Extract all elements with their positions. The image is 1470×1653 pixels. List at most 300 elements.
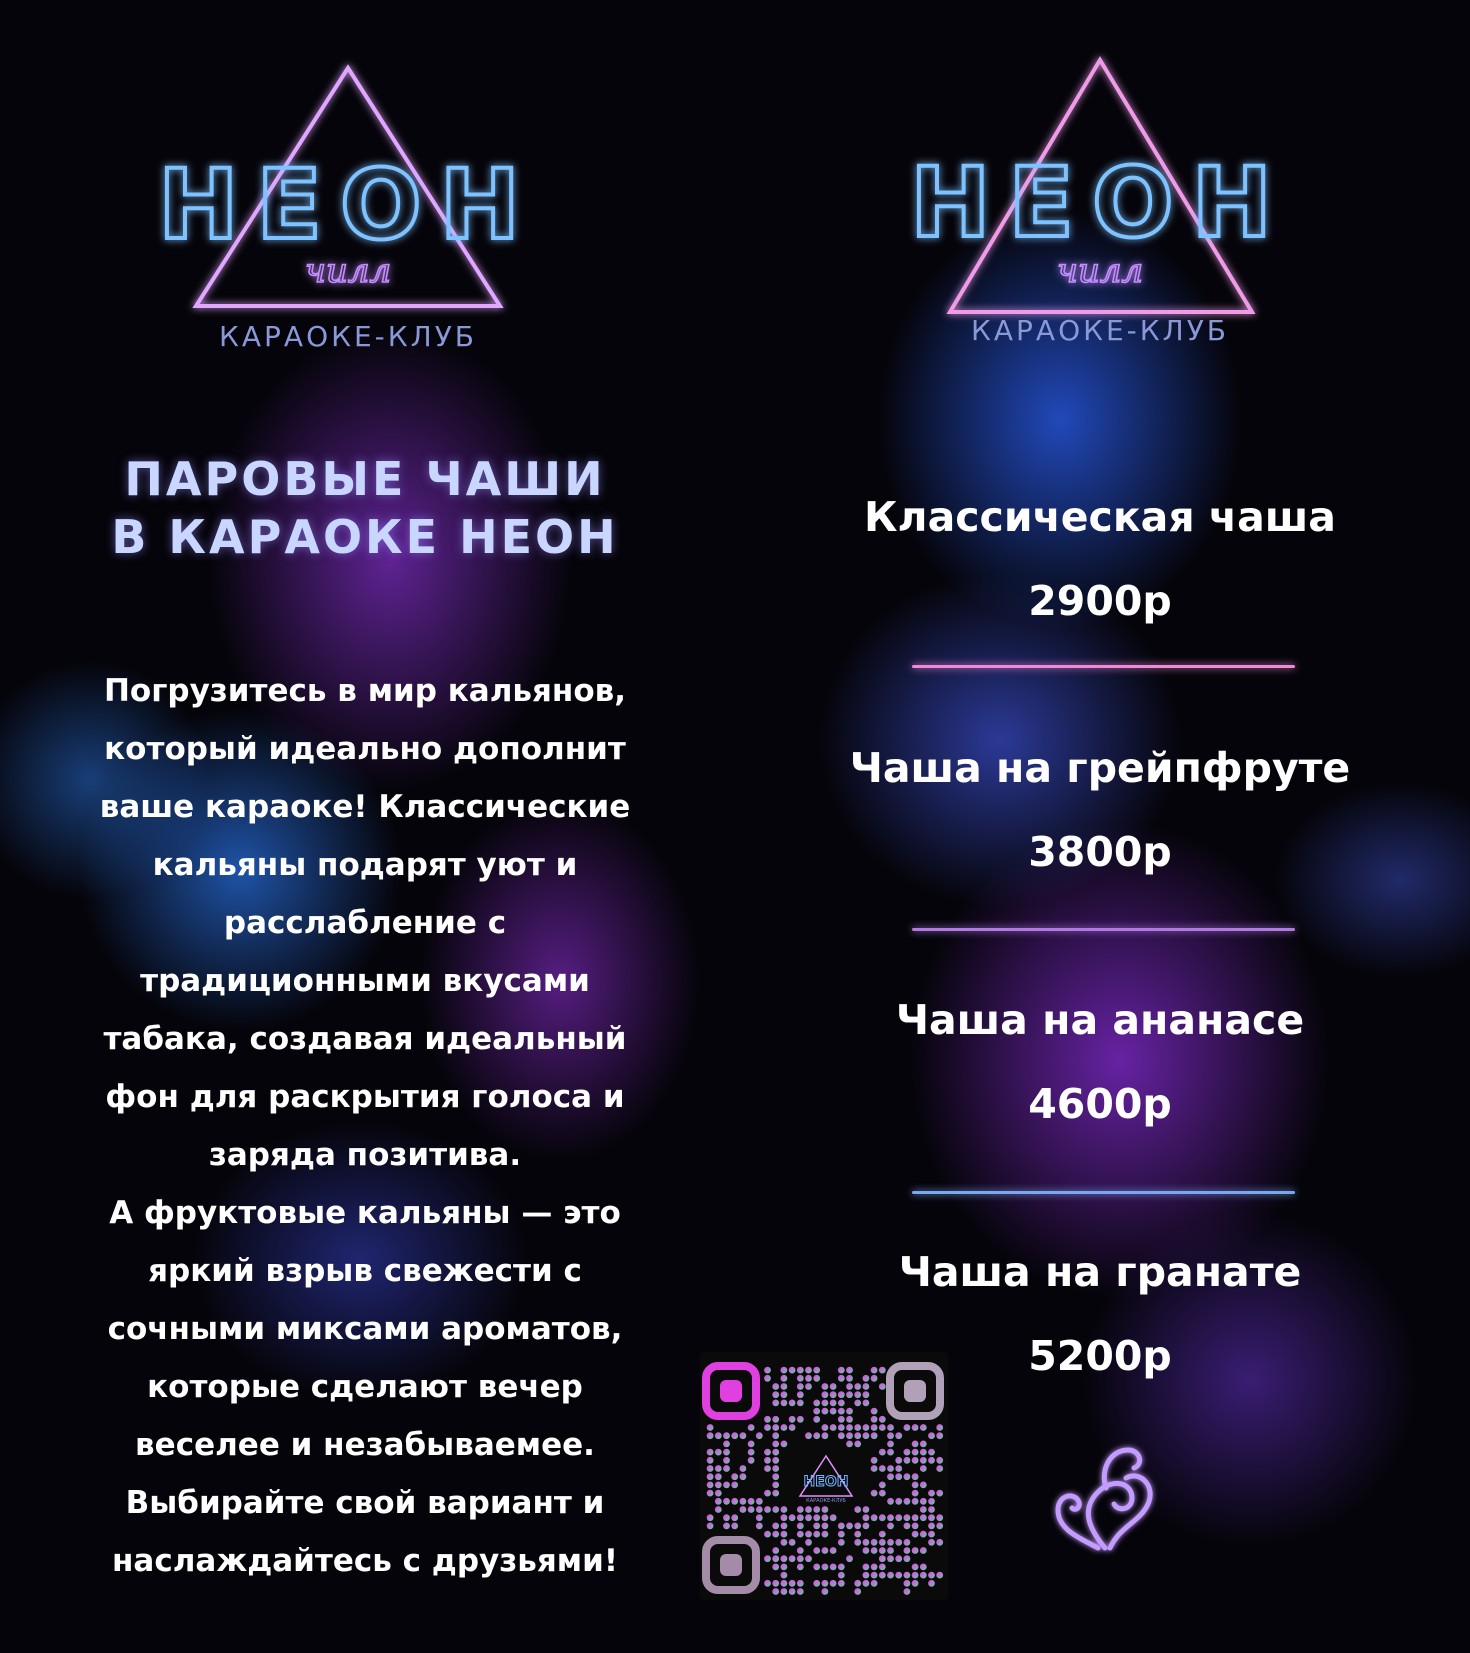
qr-dot [904, 1449, 911, 1456]
qr-dot [707, 1523, 714, 1530]
qr-dot [838, 1531, 845, 1538]
menu-item-name: Чаша на гранате [898, 1248, 1302, 1296]
qr-dot [904, 1547, 911, 1554]
menu-item-price: 2900р [1028, 577, 1172, 625]
qr-dot [813, 1416, 820, 1423]
qr-dot [772, 1416, 779, 1423]
qr-dot [781, 1555, 788, 1562]
qr-dot [707, 1482, 714, 1489]
qr-dot [846, 1523, 853, 1530]
qr-dot [928, 1432, 935, 1439]
qr-dot [928, 1498, 935, 1505]
qr-finder-bottom-left [706, 1540, 756, 1590]
qr-dot [912, 1572, 919, 1579]
description-line: наслаждайтесь с друзьями! [112, 1543, 618, 1579]
qr-dot [854, 1424, 861, 1431]
qr-dot [772, 1547, 779, 1554]
qr-dot [912, 1580, 919, 1587]
qr-dot [887, 1523, 894, 1530]
qr-dot [920, 1449, 927, 1456]
qr-dot [920, 1498, 927, 1505]
description-line: Погрузитесь в мир кальянов, [103, 673, 627, 709]
qr-dot [707, 1465, 714, 1472]
qr-dot [887, 1432, 894, 1439]
qr-dot [863, 1506, 870, 1513]
qr-dot [723, 1523, 730, 1530]
qr-dot [822, 1564, 829, 1571]
qr-dot [772, 1588, 779, 1595]
qr-dot [764, 1580, 771, 1587]
qr-code[interactable] [700, 1352, 948, 1600]
qr-dot [920, 1531, 927, 1538]
qr-dot [912, 1449, 919, 1456]
qr-dot [936, 1539, 943, 1546]
qr-dot [748, 1506, 755, 1513]
qr-dot [813, 1375, 820, 1382]
qr-dot [936, 1514, 943, 1521]
qr-dot [813, 1523, 820, 1530]
qr-dot [748, 1424, 755, 1431]
qr-dot [781, 1383, 788, 1390]
qr-dot [863, 1580, 870, 1587]
description-line: традиционными вкусами [140, 963, 590, 999]
qr-dot [879, 1367, 886, 1374]
qr-dot [781, 1531, 788, 1538]
qr-dot [838, 1408, 845, 1415]
qr-dot [822, 1547, 829, 1554]
qr-dot [879, 1449, 886, 1456]
qr-dot [772, 1424, 779, 1431]
qr-dot [822, 1391, 829, 1398]
description-line: А фруктовые кальяны — это [109, 1195, 621, 1231]
qr-dot [846, 1383, 853, 1390]
qr-dot [707, 1432, 714, 1439]
qr-dot [781, 1424, 788, 1431]
qr-dot [797, 1580, 804, 1587]
qr-dot [936, 1457, 943, 1464]
qr-dot [707, 1490, 714, 1497]
qr-dot [928, 1457, 935, 1464]
qr-dot [895, 1465, 902, 1472]
qr-dot [772, 1383, 779, 1390]
qr-dot [781, 1441, 788, 1448]
qr-dot [764, 1555, 771, 1562]
qr-dot [805, 1514, 812, 1521]
qr-dot [813, 1547, 820, 1554]
qr-dot [879, 1490, 886, 1497]
qr-dot [797, 1555, 804, 1562]
qr-dot [830, 1564, 837, 1571]
qr-dot [887, 1547, 894, 1554]
qr-dot [895, 1514, 902, 1521]
qr-dot [846, 1432, 853, 1439]
qr-dot [846, 1375, 853, 1382]
qr-dot [764, 1531, 771, 1538]
qr-dot [863, 1391, 870, 1398]
qr-dot [879, 1555, 886, 1562]
qr-dot [822, 1514, 829, 1521]
qr-dot [846, 1416, 853, 1423]
qr-dot [830, 1383, 837, 1390]
qr-dot [772, 1490, 779, 1497]
qr-dot [871, 1465, 878, 1472]
qr-dot [789, 1424, 796, 1431]
qr-dot [895, 1432, 902, 1439]
qr-dot [822, 1523, 829, 1530]
qr-dot [731, 1473, 738, 1480]
qr-dot [797, 1367, 804, 1374]
qr-dot [731, 1523, 738, 1530]
qr-dot [805, 1506, 812, 1513]
menu-item-name: Классическая чаша [864, 493, 1336, 541]
qr-dot [715, 1449, 722, 1456]
qr-dot [813, 1531, 820, 1538]
qr-dot [920, 1465, 927, 1472]
menu-divider [912, 665, 1295, 668]
qr-dot [797, 1416, 804, 1423]
qr-dot [863, 1375, 870, 1382]
qr-dot [772, 1564, 779, 1571]
qr-dot [879, 1539, 886, 1546]
qr-dot [871, 1564, 878, 1571]
qr-dot [772, 1473, 779, 1480]
qr-dot [772, 1523, 779, 1530]
qr-dot [863, 1383, 870, 1390]
qr-dot [854, 1506, 861, 1513]
qr-dot [781, 1506, 788, 1513]
qr-dot [764, 1465, 771, 1472]
qr-dot [723, 1441, 730, 1448]
description-text [40, 662, 690, 1590]
qr-dot [838, 1391, 845, 1398]
qr-dot [871, 1539, 878, 1546]
description-line: который идеально дополнит [104, 731, 626, 767]
qr-dot [731, 1498, 738, 1505]
description-line: расслабление с [223, 905, 507, 941]
qr-dot [813, 1580, 820, 1587]
menu-item-price: 5200р [1028, 1332, 1172, 1380]
qr-dot [715, 1490, 722, 1497]
qr-dot [781, 1580, 788, 1587]
description-line: которые сделают вечер [147, 1369, 583, 1405]
qr-dot [797, 1523, 804, 1530]
qr-dot [764, 1424, 771, 1431]
logo-script-text: чилл [1056, 251, 1144, 291]
qr-dot [715, 1498, 722, 1505]
logo-main-text: НЕОН [910, 147, 1290, 259]
qr-dot [764, 1457, 771, 1464]
description-line: веселее и незабываемее. [135, 1427, 595, 1463]
qr-dot [920, 1457, 927, 1464]
qr-dot [723, 1432, 730, 1439]
menu-item-classic [790, 492, 1410, 626]
heading-line-2: В КАРАОКЕ НЕОН [111, 510, 619, 564]
qr-dot [912, 1564, 919, 1571]
qr-dot [789, 1555, 796, 1562]
qr-dot [805, 1383, 812, 1390]
qr-dot [772, 1391, 779, 1398]
qr-dot [846, 1424, 853, 1431]
qr-dot [813, 1367, 820, 1374]
menu-item-grapefruit [790, 743, 1410, 877]
qr-dot [936, 1465, 943, 1472]
menu-divider [912, 928, 1295, 931]
qr-dot [879, 1465, 886, 1472]
qr-dot [912, 1441, 919, 1448]
qr-dot [830, 1424, 837, 1431]
qr-dot [764, 1416, 771, 1423]
logo-subtitle: КАРАОКЕ-КЛУБ [219, 320, 477, 353]
qr-dot [928, 1449, 935, 1456]
qr-dot [797, 1588, 804, 1595]
qr-dot [863, 1572, 870, 1579]
qr-dot [928, 1490, 935, 1497]
qr-dot [830, 1580, 837, 1587]
qr-dot [846, 1367, 853, 1374]
qr-dot [904, 1457, 911, 1464]
qr-dot [912, 1531, 919, 1538]
qr-dot [822, 1400, 829, 1407]
qr-dot [887, 1498, 894, 1505]
qr-dot [772, 1506, 779, 1513]
qr-dot [912, 1424, 919, 1431]
qr-dot [797, 1531, 804, 1538]
description-line: заряда позитива. [208, 1137, 522, 1173]
qr-dot [789, 1580, 796, 1587]
qr-dot [781, 1375, 788, 1382]
qr-dot [797, 1547, 804, 1554]
qr-dot [871, 1514, 878, 1521]
logo-script-text: чилл [304, 251, 392, 291]
qr-dot [822, 1432, 829, 1439]
qr-dot [854, 1441, 861, 1448]
qr-dot [838, 1564, 845, 1571]
qr-dot [748, 1457, 755, 1464]
qr-dot [920, 1514, 927, 1521]
qr-dot [928, 1523, 935, 1530]
qr-dot [805, 1555, 812, 1562]
qr-dot [781, 1564, 788, 1571]
qr-dot [871, 1375, 878, 1382]
qr-dot [764, 1449, 771, 1456]
qr-dot [912, 1514, 919, 1521]
qr-dot [871, 1580, 878, 1587]
qr-dot [871, 1416, 878, 1423]
qr-dot [920, 1564, 927, 1571]
qr-dot [772, 1465, 779, 1472]
qr-dot [822, 1506, 829, 1513]
heading-line-1: ПАРОВЫЕ ЧАШИ [124, 452, 606, 506]
qr-dot [805, 1432, 812, 1439]
qr-dot [715, 1482, 722, 1489]
qr-dot [789, 1514, 796, 1521]
qr-dot [887, 1572, 894, 1579]
qr-dot [838, 1432, 845, 1439]
qr-dot [871, 1367, 878, 1374]
qr-dot [707, 1457, 714, 1464]
qr-dot [887, 1539, 894, 1546]
qr-dot [920, 1547, 927, 1554]
qr-dot [830, 1391, 837, 1398]
qr-dot [871, 1408, 878, 1415]
qr-dot [863, 1432, 870, 1439]
description-line: ваше караоке! Классические [99, 789, 631, 825]
qr-dot [912, 1490, 919, 1497]
qr-dot [904, 1424, 911, 1431]
qr-dot [781, 1400, 788, 1407]
qr-dot [936, 1424, 943, 1431]
qr-dot [936, 1490, 943, 1497]
qr-dot [895, 1539, 902, 1546]
qr-dot [887, 1424, 894, 1431]
logo-subtitle: КАРАОКЕ-КЛУБ [971, 314, 1229, 347]
qr-dot [813, 1432, 820, 1439]
qr-dot [838, 1367, 845, 1374]
qr-dot [912, 1482, 919, 1489]
qr-dot [912, 1498, 919, 1505]
description-line: сочными миксами ароматов, [107, 1311, 623, 1347]
qr-dot [887, 1449, 894, 1456]
qr-dot [764, 1375, 771, 1382]
qr-dot [723, 1457, 730, 1464]
qr-dot [928, 1539, 935, 1546]
qr-dot [854, 1400, 861, 1407]
qr-dot [813, 1400, 820, 1407]
qr-dot [723, 1449, 730, 1456]
qr-dot [822, 1408, 829, 1415]
qr-dot [813, 1564, 820, 1571]
qr-dot [846, 1391, 853, 1398]
qr-dot [928, 1506, 935, 1513]
description-line: Выбирайте свой вариант и [125, 1485, 605, 1521]
qr-dot [895, 1555, 902, 1562]
qr-dot [920, 1441, 927, 1448]
qr-dot [772, 1555, 779, 1562]
qr-dot [830, 1400, 837, 1407]
qr-dot [715, 1473, 722, 1480]
qr-dot [805, 1367, 812, 1374]
page-heading [40, 450, 690, 566]
qr-dot [936, 1432, 943, 1439]
qr-dot [912, 1473, 919, 1480]
qr-dot [920, 1506, 927, 1513]
qr-dot [879, 1531, 886, 1538]
qr-dot [822, 1424, 829, 1431]
logo-main-text: НЕОН [158, 149, 538, 261]
qr-dot [838, 1523, 845, 1530]
qr-dot [863, 1400, 870, 1407]
qr-dot [830, 1514, 837, 1521]
qr-dot [756, 1523, 763, 1530]
qr-dot [912, 1457, 919, 1464]
qr-dot [871, 1424, 878, 1431]
description-line: фон для раскрытия голоса и [105, 1079, 625, 1115]
qr-dot [895, 1572, 902, 1579]
qr-dot [830, 1547, 837, 1554]
qr-dot [854, 1523, 861, 1530]
qr-dot [748, 1441, 755, 1448]
qr-dot [846, 1555, 853, 1562]
qr-dot [863, 1539, 870, 1546]
smoke-swirl-icon [1040, 1430, 1170, 1560]
qr-dot [887, 1514, 894, 1521]
qr-dot [854, 1588, 861, 1595]
qr-dot [715, 1506, 722, 1513]
qr-dot [838, 1580, 845, 1587]
qr-dot [781, 1588, 788, 1595]
qr-dot [854, 1391, 861, 1398]
description-line: яркий взрыв свежести с [148, 1253, 582, 1289]
qr-dot [797, 1514, 804, 1521]
qr-dot [879, 1424, 886, 1431]
description-line: табака, создавая идеальный [103, 1021, 627, 1057]
qr-dot [772, 1400, 779, 1407]
qr-dot [830, 1408, 837, 1415]
qr-dot [731, 1432, 738, 1439]
qr-dot [723, 1498, 730, 1505]
qr-dot [904, 1523, 911, 1530]
qr-dot [838, 1424, 845, 1431]
neon-logo-left [140, 50, 600, 370]
qr-dot [756, 1432, 763, 1439]
qr-dot [887, 1465, 894, 1472]
qr-logo-subtitle: КАРАОКЕ-КЛУБ [806, 1498, 846, 1504]
qr-dot [863, 1424, 870, 1431]
qr-dot [838, 1539, 845, 1546]
menu-item-name: Чаша на ананасе [895, 996, 1305, 1044]
qr-dot [813, 1506, 820, 1513]
qr-dot [854, 1539, 861, 1546]
qr-dot [805, 1539, 812, 1546]
qr-dot [936, 1572, 943, 1579]
qr-dot [764, 1490, 771, 1497]
qr-dot [879, 1564, 886, 1571]
qr-dot [863, 1514, 870, 1521]
qr-dot [772, 1531, 779, 1538]
qr-dot [912, 1523, 919, 1530]
menu-divider [912, 1191, 1295, 1194]
qr-dot [822, 1531, 829, 1538]
qr-dot [772, 1580, 779, 1587]
qr-dot [789, 1367, 796, 1374]
qr-dot [822, 1588, 829, 1595]
qr-dot [920, 1572, 927, 1579]
qr-dot [846, 1441, 853, 1448]
qr-dot [740, 1465, 747, 1472]
qr-dot [740, 1473, 747, 1480]
qr-dot [904, 1572, 911, 1579]
qr-dot [895, 1498, 902, 1505]
qr-dot [904, 1555, 911, 1562]
qr-dot [707, 1514, 714, 1521]
qr-dot [904, 1588, 911, 1595]
qr-dot [879, 1514, 886, 1521]
qr-dot [805, 1531, 812, 1538]
qr-dot [854, 1383, 861, 1390]
qr-dot [772, 1482, 779, 1489]
qr-dot [772, 1449, 779, 1456]
qr-dot [797, 1383, 804, 1390]
qr-dot [879, 1383, 886, 1390]
qr-dot [797, 1391, 804, 1398]
qr-dot [863, 1564, 870, 1571]
qr-dot [715, 1465, 722, 1472]
qr-dot [838, 1572, 845, 1579]
qr-dot [707, 1424, 714, 1431]
qr-dot [723, 1465, 730, 1472]
qr-dot [904, 1473, 911, 1480]
qr-dot [887, 1473, 894, 1480]
